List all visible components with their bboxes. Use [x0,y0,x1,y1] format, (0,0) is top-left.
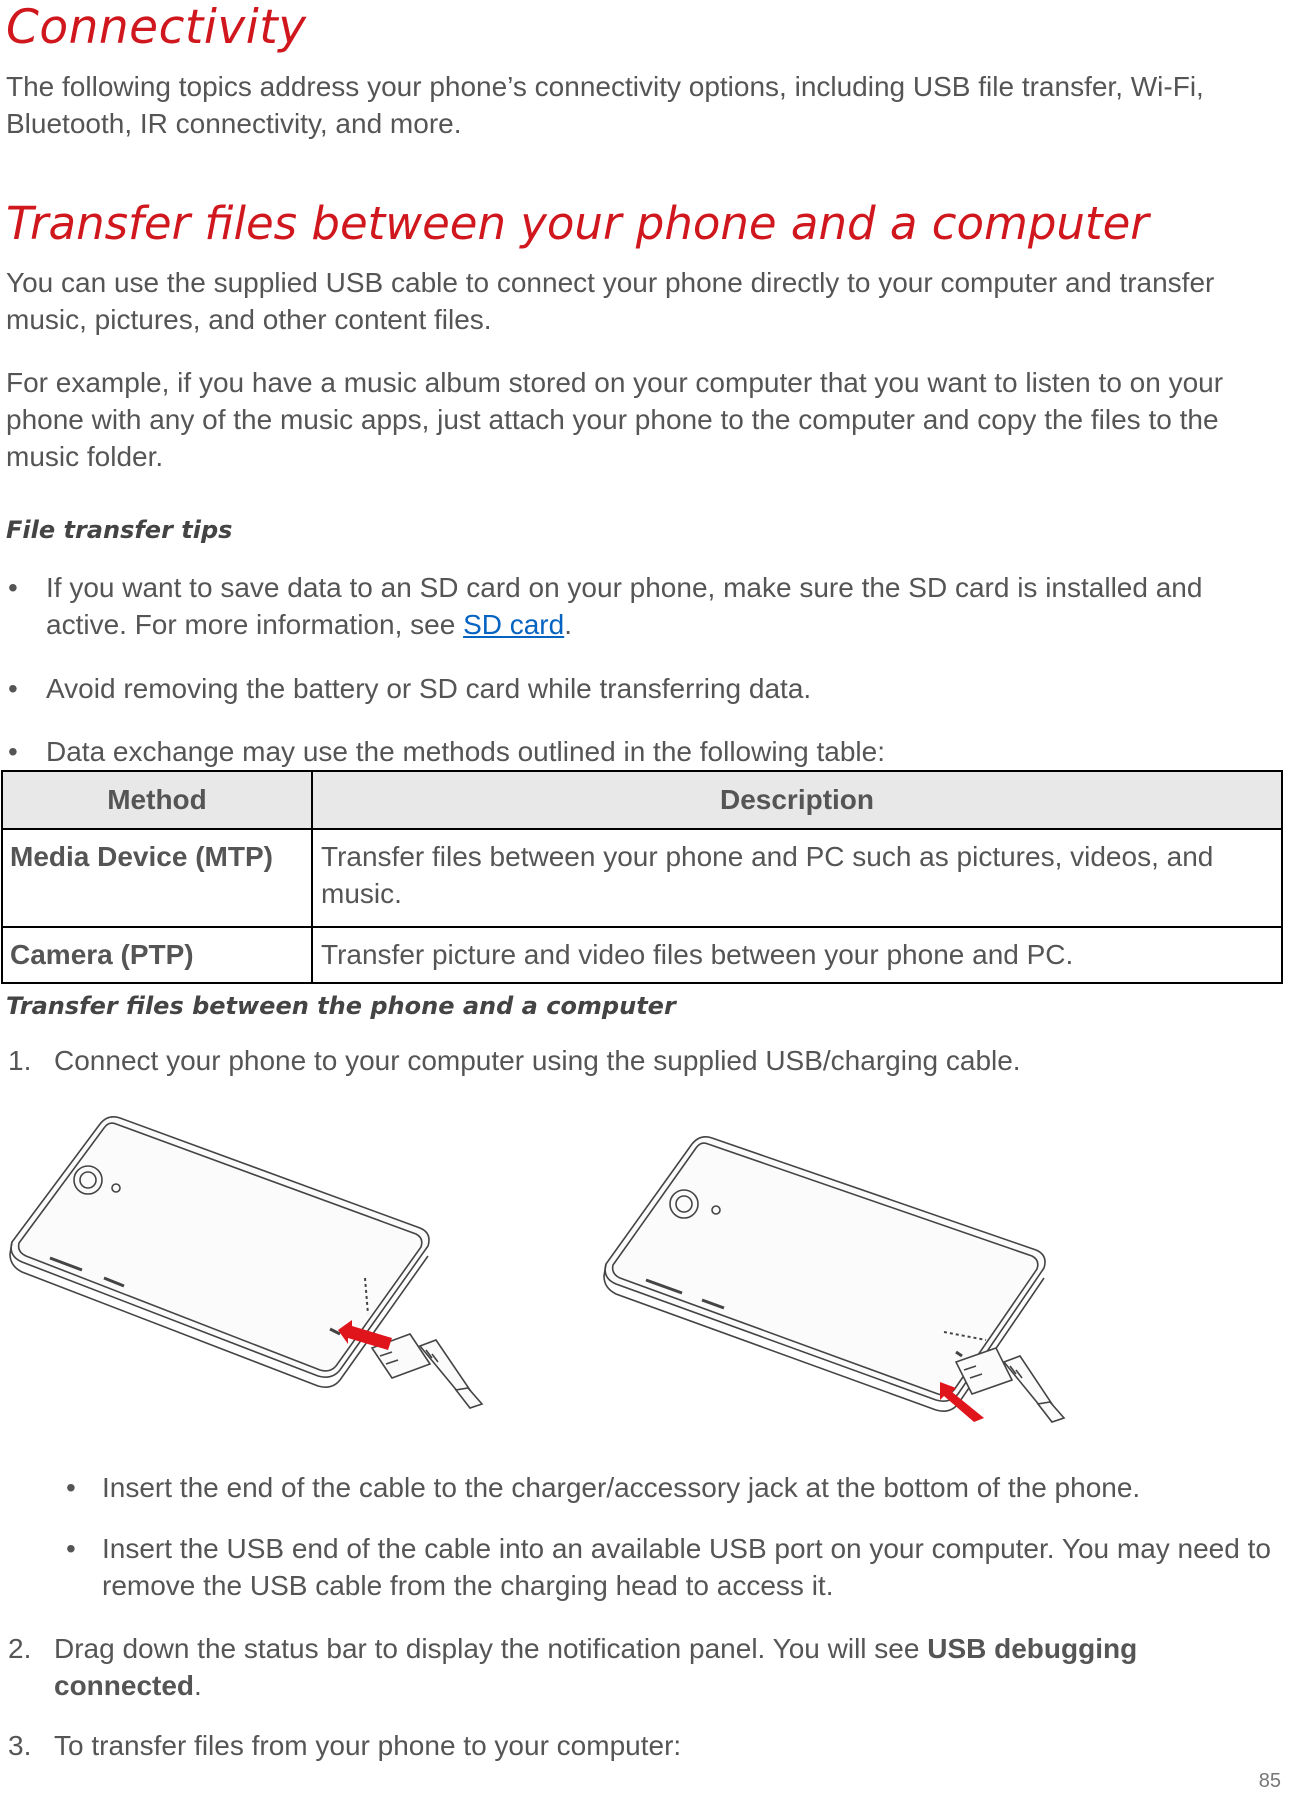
tip-item-table-intro [8,733,1278,770]
step-text: Drag down the status bar to display the notification panel. You will see [54,1633,920,1664]
tip-text: Avoid removing the battery or SD card while transferring data. [46,673,812,704]
step-1 [8,1042,1278,1079]
bullet-icon: • [8,736,18,767]
method-cell: Camera (PTP) [2,927,312,983]
sub-step-usb-end [66,1530,1281,1604]
method-column-header: Method [2,771,312,829]
description-column-header: Description [312,771,1282,829]
tip-text: If you want to save data to an SD card on your phone, make sure the SD card is installed and active. For more information, see [46,572,1203,640]
step-3 [8,1727,1278,1764]
bullet-icon: • [8,572,18,603]
sd-card-link[interactable]: SD card [463,609,565,640]
procedure-heading: Transfer files between the phone and a computer [6,992,676,1020]
page-number: 85 [1258,1770,1281,1792]
step-text: To transfer files from your phone to your computer: [54,1730,682,1761]
sub-step-text: Insert the USB end of the cable into an available USB port on your computer. You may need to remove the USB cable from the charging head to access it. [102,1533,1271,1601]
bullet-icon: • [66,1472,76,1503]
step-number: 1. [8,1045,32,1076]
step-number: 2. [8,1633,32,1664]
description-cell: Transfer picture and video files between your phone and PC. [312,927,1282,983]
tip-text: Data exchange may use the methods outlined in the following table: [46,736,885,767]
tips-heading: File transfer tips [6,516,233,544]
tip-item-battery [8,670,1278,707]
section-heading: Transfer files between your phone and a computer [6,197,1149,250]
table-row [2,829,1282,927]
usb-connection-illustration [0,1100,1297,1440]
table-header-row [2,771,1282,829]
method-cell: Media Device (MTP) [2,829,312,927]
page-title: Connectivity [6,0,307,55]
step-2: 2. Drag down the status bar to display the notification panel. You will see USB debugging connected. [8,1630,1278,1704]
bullet-icon: • [8,673,18,704]
section-paragraph-2: For example, if you have a music album stored on your computer that you want to listen to on your phone with any of the music apps, just attach your phone to the computer and copy the files to the music folder. [6,367,1224,472]
phone-left-illustration [10,1117,429,1387]
intro-paragraph: The following topics address your phone’s connectivity options, including USB file transfer, Wi-Fi, Bluetooth, IR connectivity, and more. [6,71,1204,139]
step-number: 3. [8,1730,32,1761]
transfer-methods-table [1,770,1283,984]
table-row [2,927,1282,983]
sub-step-cable-end [66,1469,1281,1506]
bullet-icon: • [66,1533,76,1564]
step-text: Connect your phone to your computer using the supplied USB/charging cable. [54,1045,1021,1076]
usb-debugging-label: USB debugging connected [54,1633,1138,1701]
section-paragraph-1: You can use the supplied USB cable to connect your phone directly to your computer and transfer music, pictures, and other content files. [6,267,1215,335]
sub-step-text: Insert the end of the cable to the charger/accessory jack at the bottom of the phone. [102,1472,1141,1503]
description-cell: Transfer files between your phone and PC such as pictures, videos, and music. [312,829,1282,927]
tip-item-sd-card: • If you want to save data to an SD card on your phone, make sure the SD card is installed and active. For more information, see SD card. [8,569,1278,643]
